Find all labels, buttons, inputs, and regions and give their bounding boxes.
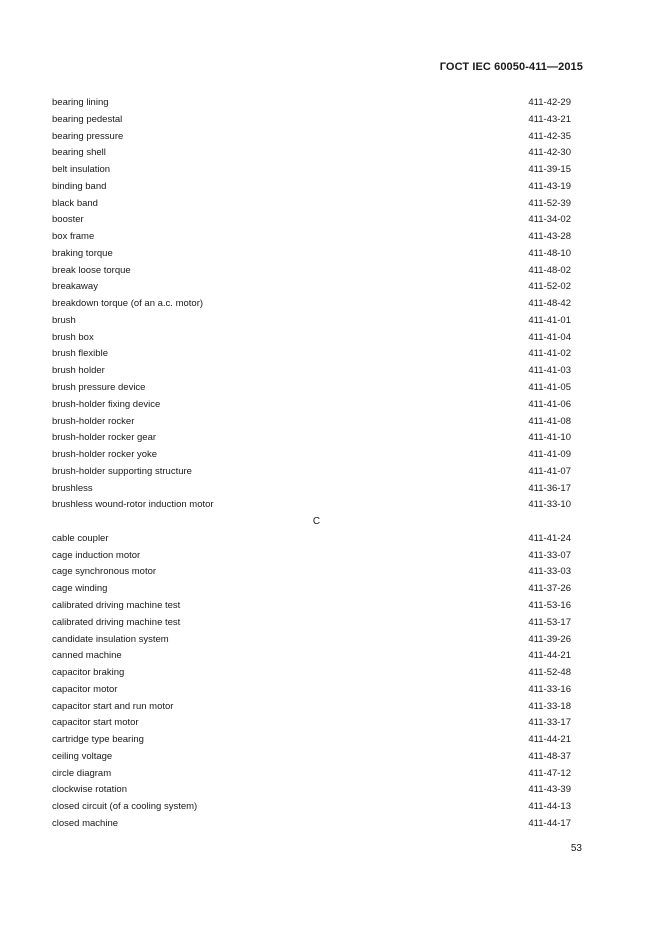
index-reference: 411-41-04 [528, 331, 571, 343]
index-term: binding band [52, 180, 107, 192]
index-term: bearing pressure [52, 130, 124, 142]
index-term: box frame [52, 231, 95, 243]
index-term: booster [52, 214, 84, 226]
index-reference: 411-42-30 [528, 147, 571, 159]
index-entry [52, 632, 571, 649]
index-term: brush-holder fixing device [52, 398, 161, 410]
index-reference: 411-48-37 [528, 750, 571, 762]
index-entry [52, 548, 571, 565]
index-reference: 411-41-03 [528, 365, 571, 377]
index-term: canned machine [52, 650, 122, 662]
index-reference: 411-43-21 [528, 113, 571, 125]
index-term: cage induction motor [52, 549, 141, 561]
document-header: ГОСТ IEC 60050-411—2015 [439, 61, 583, 73]
index-entry [52, 581, 571, 598]
index-entry [52, 598, 571, 615]
index-term: bearing pedestal [52, 113, 123, 125]
index-reference: 411-41-24 [528, 532, 571, 544]
index-entry [52, 766, 571, 783]
index-reference: 411-41-06 [528, 398, 571, 410]
index-entry [52, 112, 571, 129]
index-reference: 411-44-21 [528, 650, 571, 662]
index-term: calibrated driving machine test [52, 599, 181, 611]
index-term: calibrated driving machine test [52, 616, 181, 628]
index-term: brush [52, 314, 76, 326]
index-entry [52, 699, 571, 716]
index-term: cartridge type bearing [52, 734, 144, 746]
index-term: bearing shell [52, 147, 106, 159]
index-entry [52, 481, 571, 498]
index-reference: 411-43-39 [528, 784, 571, 796]
index-entry [52, 330, 571, 347]
index-entry [52, 749, 571, 766]
index-entry [52, 397, 571, 414]
index-reference: 411-48-02 [528, 264, 571, 276]
index-entry [52, 279, 571, 296]
index-term: black band [52, 197, 98, 209]
index-reference: 411-44-17 [528, 817, 571, 829]
index-reference: 411-37-26 [528, 583, 571, 595]
index-reference: 411-41-01 [528, 314, 571, 326]
index-reference: 411-41-02 [528, 348, 571, 360]
index-term: brush-holder supporting structure [52, 465, 192, 477]
index-entry [52, 179, 571, 196]
index-entry [52, 129, 571, 146]
term-index [52, 95, 571, 833]
index-reference: 411-53-17 [528, 616, 571, 628]
index-term: capacitor start motor [52, 717, 139, 729]
index-reference: 411-48-10 [528, 247, 571, 259]
index-reference: 411-52-39 [528, 197, 571, 209]
index-term: brushless wound-rotor induction motor [52, 499, 214, 511]
index-entry [52, 296, 571, 313]
index-entry [52, 363, 571, 380]
index-entry [52, 682, 571, 699]
index-term: cage winding [52, 583, 108, 595]
index-entry [52, 615, 571, 632]
index-entry [52, 145, 571, 162]
index-term: capacitor start and run motor [52, 700, 174, 712]
index-reference: 411-34-02 [528, 214, 571, 226]
index-reference: 411-41-05 [528, 382, 571, 394]
index-term: brush box [52, 331, 94, 343]
index-term: breakaway [52, 281, 98, 293]
index-reference: 411-41-10 [528, 432, 571, 444]
index-entry [52, 196, 571, 213]
index-entry [52, 162, 571, 179]
index-reference: 411-41-08 [528, 415, 571, 427]
index-term: bearing lining [52, 97, 109, 108]
index-term: capacitor motor [52, 683, 118, 695]
index-reference: 411-52-48 [528, 667, 571, 679]
index-entry [52, 380, 571, 397]
index-reference: 411-39-26 [528, 633, 571, 645]
index-term: belt insulation [52, 164, 111, 176]
index-reference: 411-53-16 [528, 599, 571, 611]
index-reference: 411-33-16 [528, 683, 571, 695]
index-term: closed circuit (of a cooling system) [52, 801, 198, 813]
index-entry [52, 414, 571, 431]
index-group-c [52, 531, 571, 833]
page-number: 53 [570, 843, 582, 854]
index-entry [52, 246, 571, 263]
index-term: brush-holder rocker gear [52, 432, 157, 444]
index-term: braking torque [52, 247, 113, 259]
index-term: break loose torque [52, 264, 131, 276]
index-term: brush-holder rocker yoke [52, 449, 158, 461]
index-reference: 411-44-21 [528, 734, 571, 746]
index-reference: 411-33-07 [528, 549, 571, 561]
index-entry [52, 732, 571, 749]
index-entry [52, 95, 571, 112]
index-reference: 411-36-17 [528, 482, 571, 494]
index-entry [52, 665, 571, 682]
index-term: cable coupler [52, 532, 109, 544]
index-reference: 411-43-28 [528, 231, 571, 243]
index-entry [52, 648, 571, 665]
index-entry [52, 346, 571, 363]
index-reference: 411-41-07 [528, 465, 571, 477]
index-term: breakdown torque (of an a.c. motor) [52, 298, 204, 310]
index-entry [52, 799, 571, 816]
index-term: brush holder [52, 365, 105, 377]
index-reference: 411-33-10 [528, 499, 571, 511]
index-term: circle diagram [52, 767, 112, 779]
index-term: cage synchronous motor [52, 566, 157, 578]
index-reference: 411-33-18 [528, 700, 571, 712]
index-entry [52, 464, 571, 481]
index-entry [52, 715, 571, 732]
index-entry [52, 816, 571, 833]
index-reference: 411-48-42 [528, 298, 571, 310]
index-reference: 411-39-15 [528, 164, 571, 176]
index-reference: 411-47-12 [528, 767, 571, 779]
index-term: closed machine [52, 817, 119, 829]
index-reference: 411-41-09 [528, 449, 571, 461]
index-term: candidate insulation system [52, 633, 169, 645]
index-term: capacitor braking [52, 667, 125, 679]
index-entry [52, 447, 571, 464]
index-term: ceiling voltage [52, 750, 113, 762]
index-entry [52, 564, 571, 581]
index-reference: 411-42-29 [528, 97, 571, 108]
index-entry [52, 229, 571, 246]
index-entry [52, 263, 571, 280]
section-letter: C [312, 516, 321, 528]
index-reference: 411-52-02 [528, 281, 571, 293]
index-entry [52, 782, 571, 799]
index-term: brushless [52, 482, 93, 494]
index-term: brush pressure device [52, 382, 146, 394]
index-entry [52, 531, 571, 548]
index-reference: 411-43-19 [528, 180, 571, 192]
index-group-b [52, 95, 571, 514]
index-entry [52, 430, 571, 447]
index-reference: 411-44-13 [528, 801, 571, 813]
index-reference: 411-42-35 [528, 130, 571, 142]
index-entry [52, 313, 571, 330]
index-term: brush flexible [52, 348, 108, 360]
index-entry [52, 497, 571, 514]
index-reference: 411-33-03 [528, 566, 571, 578]
index-reference: 411-33-17 [528, 717, 571, 729]
index-term: brush-holder rocker [52, 415, 135, 427]
index-entry [52, 212, 571, 229]
index-term: clockwise rotation [52, 784, 127, 796]
